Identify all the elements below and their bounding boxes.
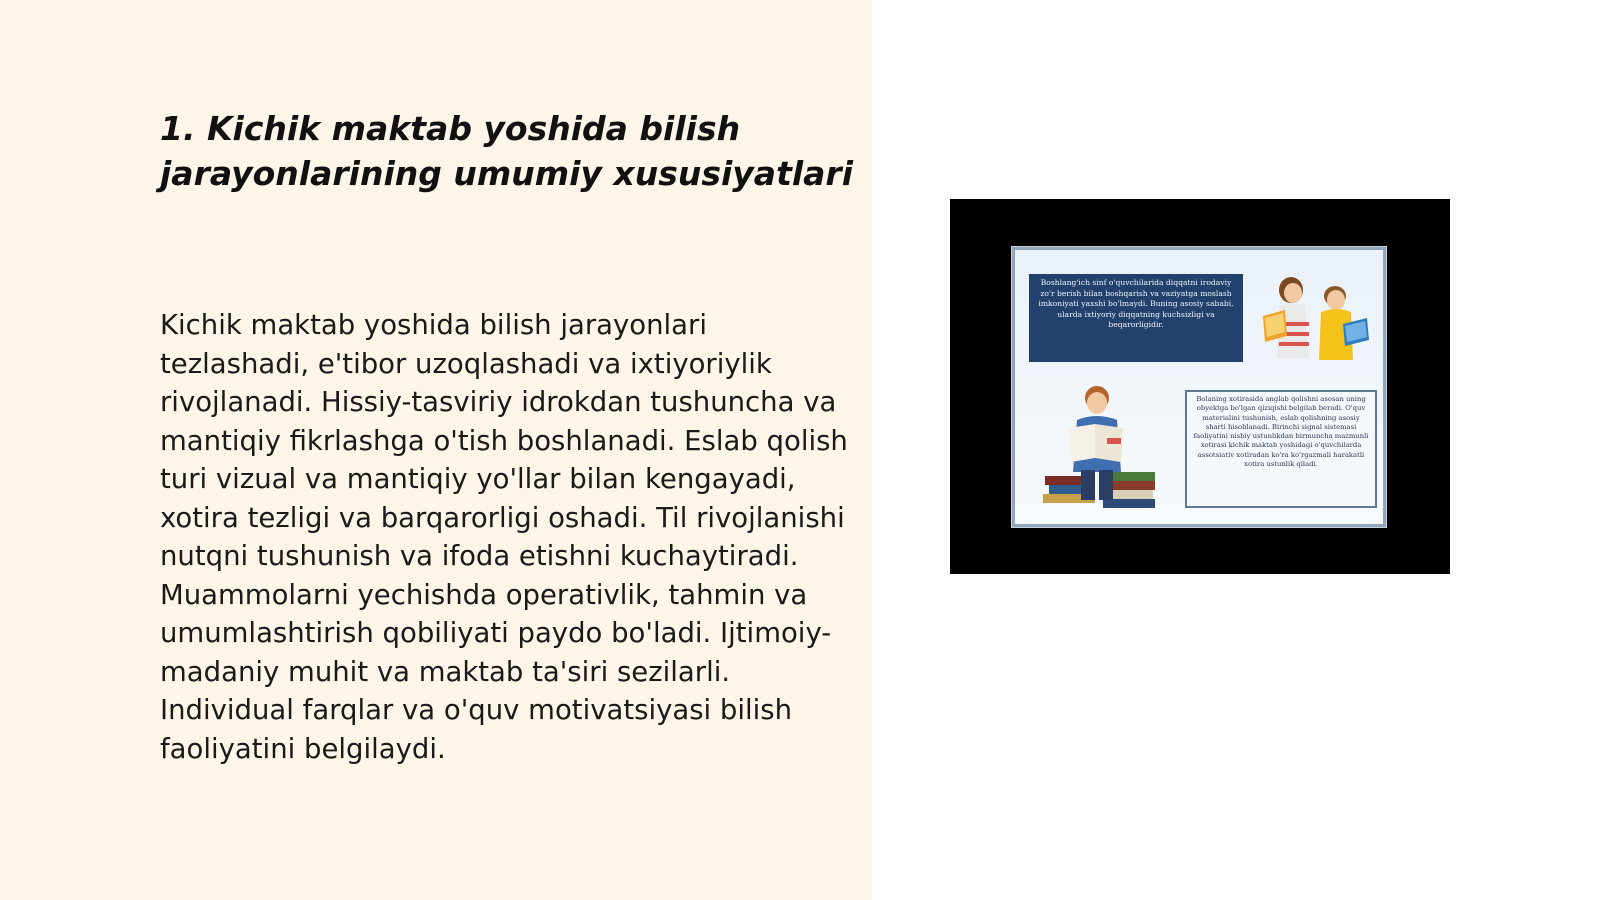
slide-title: 1. Kichik maktab yoshida bilish jarayonlarining umumiy xususiyatlari — [160, 109, 854, 193]
boy-with-books-icon — [1035, 380, 1165, 515]
attention-text-box: Boshlang'ich sinf o'quvchilarida diqqatni irodaviy zo'r berish bilan boshqarish va vaziyatga moslash imkoniyati yaxshi bo'lmaydi. Buning asosiy sababi, ularda ixtiyoriy diqqatning kuchsizligi va beqarorligidir. — [1029, 274, 1243, 362]
reading-boy-icon — [1319, 286, 1369, 360]
reading-children-icon — [1249, 272, 1379, 368]
reading-girl-icon — [1263, 277, 1309, 358]
memory-text-box: Bolaning xotirasida anglab qolishni asosan uning obyektga bo'lgan qiziqishi belgilab beradi. O'quv materialini tushunish, eslab qolishning asosiy sharti hisoblanadi. Birinchi signal sistemasi faoliyatini nisbiy ustunlikdan birmuncha mazmunli xotirasi kichik maktab yoshidagi o'quvchilarda assotsiativ xotiradan ko'ra ko'rgazmali harakatli xotira ustunlik qiladi. — [1185, 390, 1377, 508]
slide-picture — [950, 199, 1450, 574]
embedded-slide — [1012, 247, 1386, 527]
slide-body-text: Kichik maktab yoshida bilish jarayonlari tezlashadi, e'tibor uzoqlashadi va ixtiyoriylik rivojlanadi. Hissiy-tasviriy idrokdan tushuncha va mantiqiy fikrlashga o'tish boshlanadi. Eslab qolish turi vizual va mantiqiy yo'llar bilan kengayadi, xotira tezligi va barqarorligi oshadi. Til rivojlanishi nutqni tushunish va ifoda etishni kuchaytiradi. Muammolarni yechishda operativlik, tahmin va umumlashtirish qobiliyati paydo bo'ladi. Ijtimoiy-madaniy muhit va maktab ta'siri sezilarli. Individual farqlar va o'quv motivatsiyasi bilish faoliyatini belgilaydi. — [160, 309, 848, 765]
